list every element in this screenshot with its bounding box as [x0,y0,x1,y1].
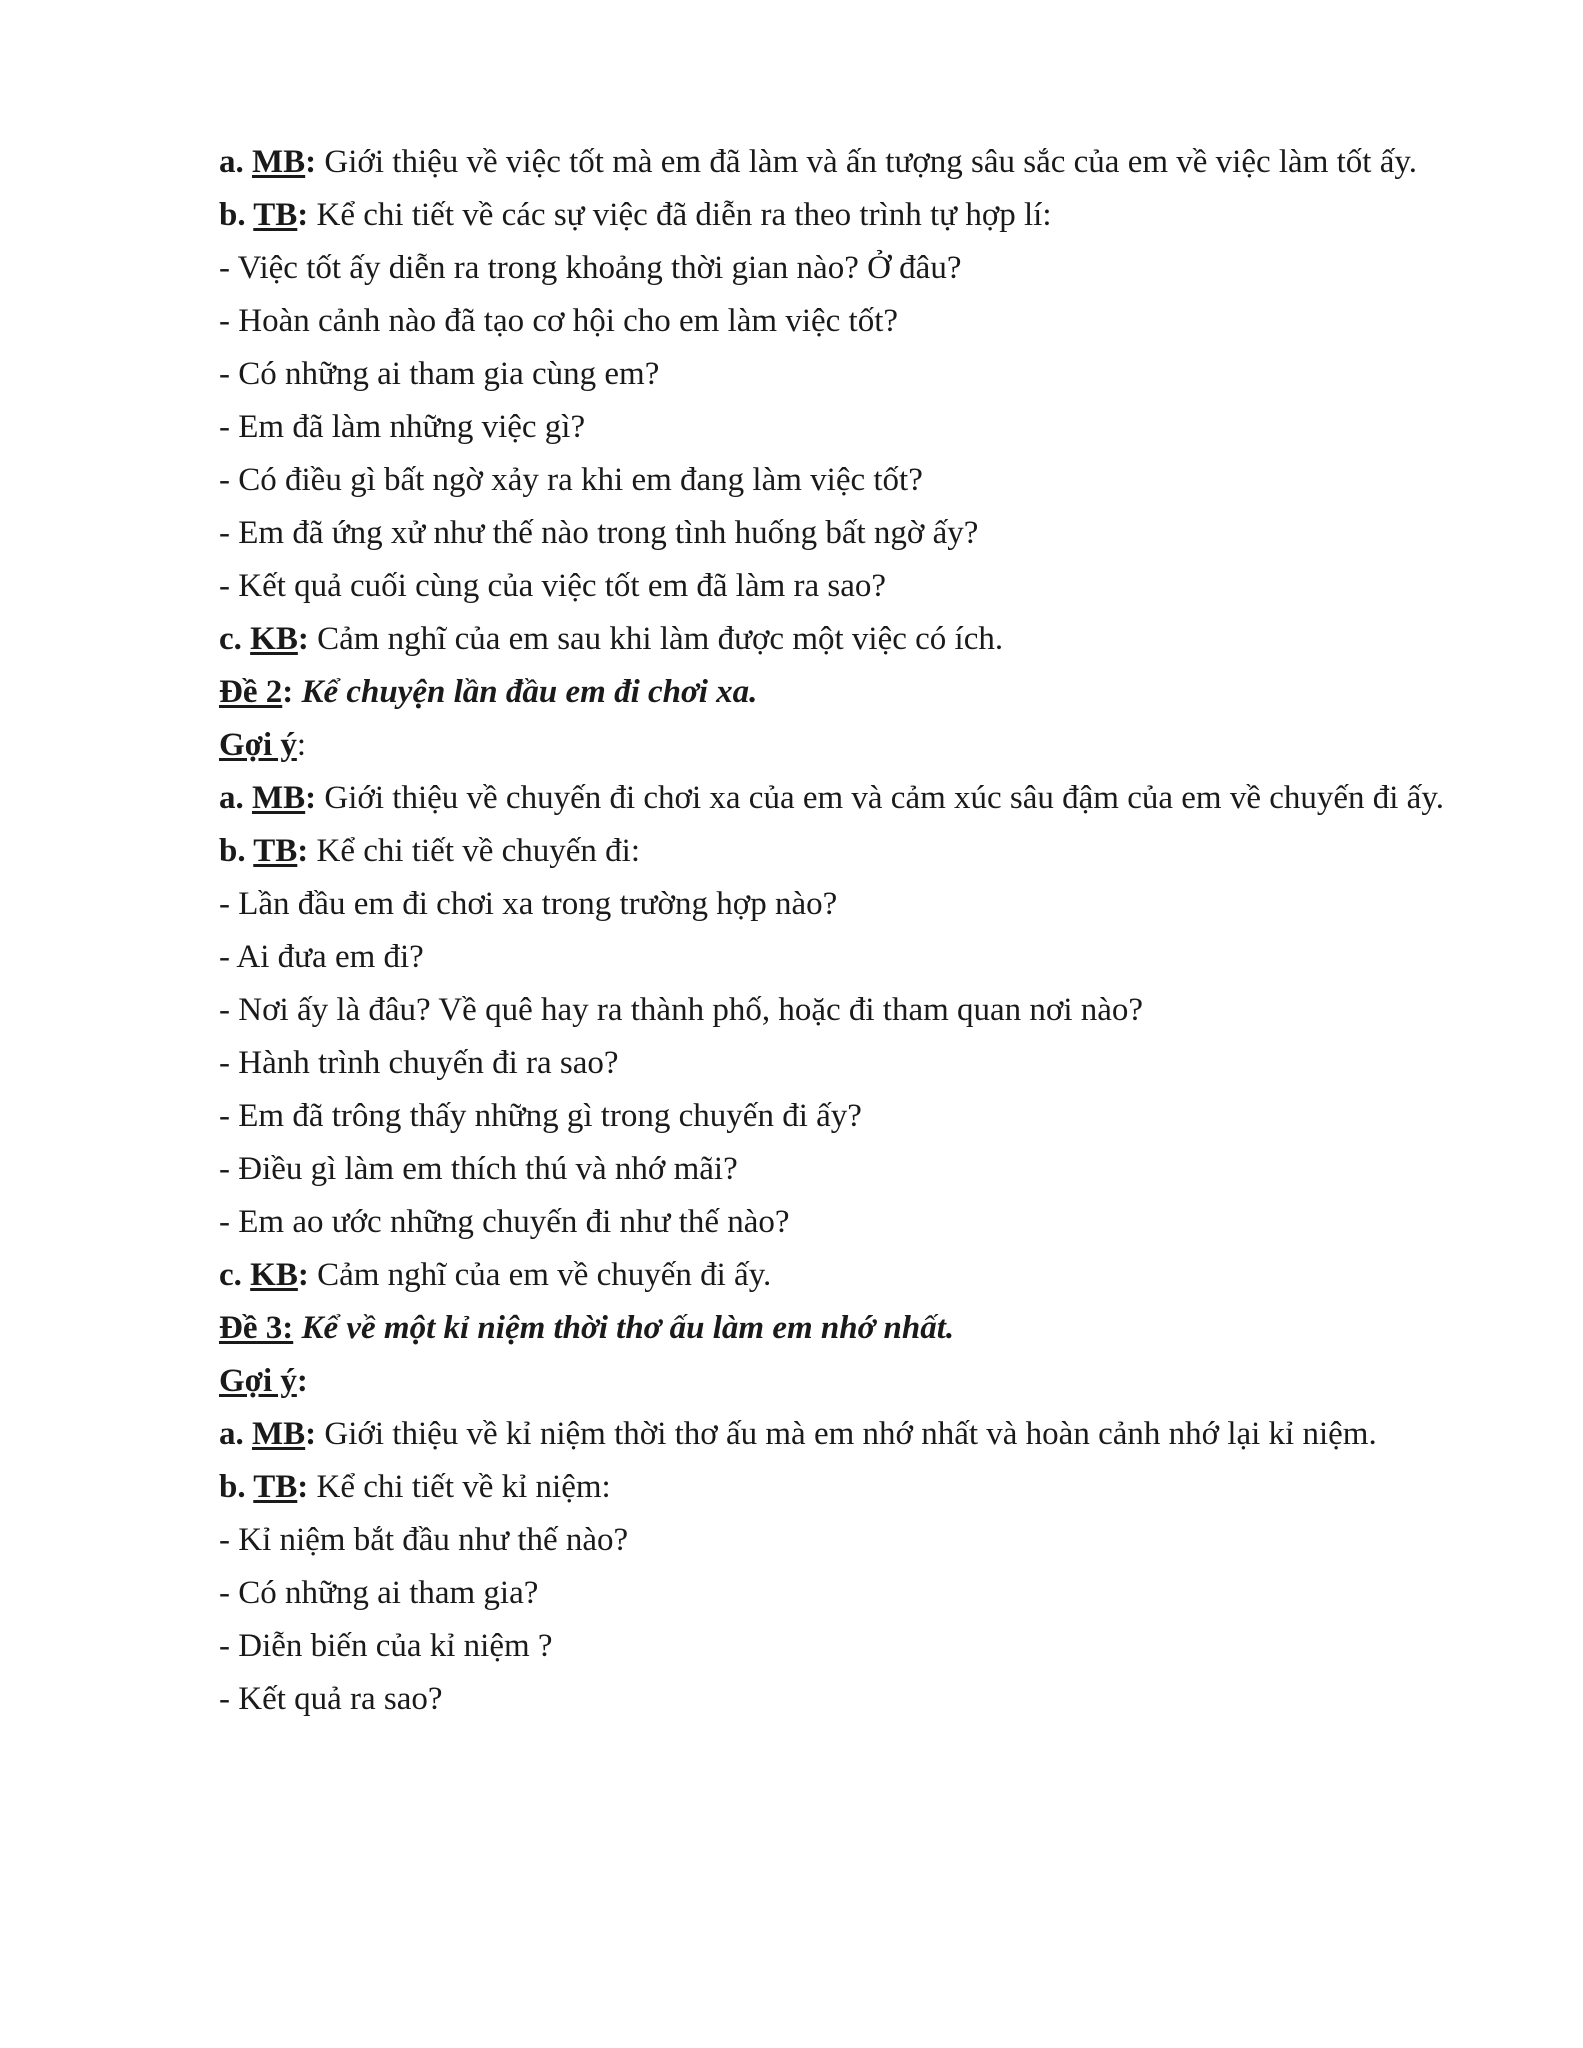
list-item: - Em đã làm những việc gì? [219,409,586,445]
list-item: - Em đã trông thấy những gì trong chuyến đi ấy? [219,1098,862,1134]
conclusion-text: Cảm nghĩ của em sau khi làm được một việc có ích. [308,621,1004,657]
topic-heading [219,672,1465,713]
intro-text: Giới thiệu về kỉ niệm thời thơ ấu mà em nhớ nhất và hoàn cảnh nhớ lại kỉ niệm. [316,1416,1377,1452]
list-item: - Điều gì làm em thích thú và nhớ mãi? [219,1151,738,1187]
section-1 [219,142,1465,660]
conclusion-prefix: c. [219,621,251,657]
list-item: - Hoàn cảnh nào đã tạo cơ hội cho em làm việc tốt? [219,303,899,339]
topic-heading [219,1308,1465,1349]
intro-colon: : [305,144,317,180]
intro-key: MB [252,1416,306,1452]
hint-heading [219,1361,1465,1402]
conclusion-prefix: c. [219,1257,251,1293]
intro-paragraph [219,1414,1465,1455]
conclusion-colon: : [297,621,309,657]
intro-key: MB [252,144,306,180]
intro-colon: : [305,1416,317,1452]
hint-colon: : [296,1363,308,1399]
body-colon: : [297,197,309,233]
topic-colon: : [282,674,294,710]
body-colon: : [297,833,309,869]
section-2 [219,672,1465,1296]
hint-heading [219,725,1465,766]
intro-prefix: a. [219,144,252,180]
topic-title: Kể chuyện lần đầu em đi chơi xa. [293,674,758,710]
list-item: - Ai đưa em đi? [219,939,424,975]
section-3 [219,1308,1465,1720]
list-item: - Có điều gì bất ngờ xảy ra khi em đang làm việc tốt? [219,462,923,498]
list-item: - Kết quả cuối cùng của việc tốt em đã làm ra sao? [219,568,887,604]
list-item: - Diễn biến của kỉ niệm ? [219,1628,553,1664]
body-line [219,1467,1465,1508]
topic-title: Kể về một kỉ niệm thời thơ ấu làm em nhớ nhất. [293,1310,955,1346]
body-text: Kể chi tiết về chuyến đi: [308,833,641,869]
list-item: - Kết quả ra sao? [219,1681,443,1717]
body-key: TB [253,833,298,869]
list-item: - Có những ai tham gia cùng em? [219,356,660,392]
document-page [219,142,1465,1732]
topic-label: Đề 3: [219,1310,294,1346]
conclusion-line [219,619,1465,660]
hint-label: Gợi ý [219,1363,297,1399]
conclusion-colon: : [297,1257,309,1293]
body-key: TB [253,1469,298,1505]
body-line [219,831,1465,872]
body-colon: : [297,1469,309,1505]
topic-label: Đề 2 [219,674,283,710]
conclusion-text: Cảm nghĩ của em về chuyến đi ấy. [308,1257,772,1293]
conclusion-key: KB [250,1257,298,1293]
conclusion-line [219,1255,1465,1296]
list-item: - Việc tốt ấy diễn ra trong khoảng thời gian nào? Ở đâu? [219,250,962,286]
list-item: - Nơi ấy là đâu? Về quê hay ra thành phố, hoặc đi tham quan nơi nào? [219,992,1144,1028]
body-key: TB [253,197,298,233]
body-line [219,195,1465,236]
intro-paragraph [219,778,1465,819]
hint-label: Gợi ý [219,727,297,763]
conclusion-key: KB [250,621,298,657]
list-item: - Lần đầu em đi chơi xa trong trường hợp nào? [219,886,838,922]
intro-text: Giới thiệu về việc tốt mà em đã làm và ấn tượng sâu sắc của em về việc làm tốt ấy. [316,144,1417,180]
body-prefix: b. [219,197,254,233]
intro-colon: : [305,780,317,816]
hint-colon: : [296,727,307,763]
list-item: - Hành trình chuyến đi ra sao? [219,1045,619,1081]
intro-prefix: a. [219,780,252,816]
intro-paragraph [219,142,1465,183]
list-item: - Kỉ niệm bắt đầu như thế nào? [219,1522,629,1558]
list-item: - Em ao ước những chuyến đi như thế nào? [219,1204,790,1240]
body-prefix: b. [219,833,254,869]
body-text: Kể chi tiết về kỉ niệm: [308,1469,611,1505]
body-prefix: b. [219,1469,254,1505]
list-item: - Em đã ứng xử như thế nào trong tình huống bất ngờ ấy? [219,515,979,551]
intro-prefix: a. [219,1416,252,1452]
list-item: - Có những ai tham gia? [219,1575,539,1611]
intro-text: Giới thiệu về chuyến đi chơi xa của em và cảm xúc sâu đậm của em về chuyến đi ấy. [316,780,1444,816]
intro-key: MB [252,780,306,816]
body-text: Kể chi tiết về các sự việc đã diễn ra theo trình tự hợp lí: [308,197,1052,233]
